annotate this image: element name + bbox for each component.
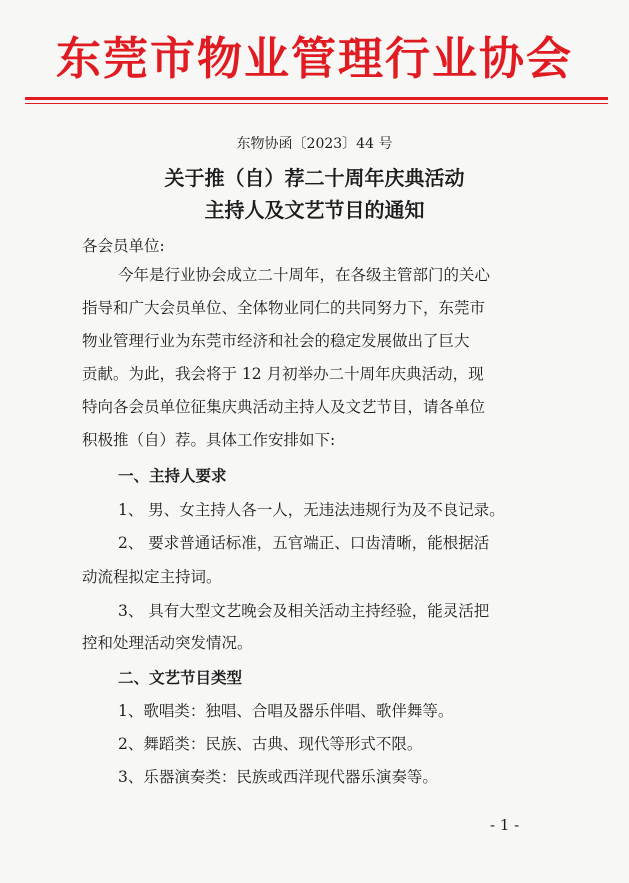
document-title-line-1: 关于推（自）荐二十周年庆典活动 (164, 166, 465, 190)
section-1-item-3-line-2: 控和处理活动突发情况。 (82, 634, 253, 652)
section-1-item-3-line-1: 3、 具有大型文艺晚会及相关活动主持经验，能灵活把 (118, 602, 490, 620)
letterhead-rule-thick (25, 97, 608, 100)
section-1-item-1: 1、 男、女主持人各一人，无违法违规行为及不良记录。 (118, 501, 505, 519)
page-number: - 1 - (490, 816, 520, 834)
salutation: 各会员单位: (82, 237, 165, 255)
section-2-item-3: 3、乐器演奏类：民族或西洋现代器乐演奏等。 (118, 768, 438, 786)
intro-line-4: 贡献。为此，我会将于 12 月初举办二十周年庆典活动，现 (82, 365, 484, 383)
intro-line-3: 物业管理行业为东莞市经济和社会的稳定发展做出了巨大 (82, 332, 470, 350)
intro-line-1: 今年是行业协会成立二十周年，在各级主管部门的关心 (118, 266, 491, 284)
section-1-item-2-line-2: 动流程拟定主持词。 (82, 568, 222, 586)
intro-line-5: 特向各会员单位征集庆典活动主持人及文艺节目，请各单位 (82, 398, 486, 416)
document-title-line-2: 主持人及文艺节目的通知 (204, 198, 425, 222)
letterhead-title: 东莞市物业管理行业协会 (55, 32, 573, 85)
document-number: 东物协函〔2023〕44 号 (236, 136, 393, 152)
section-2-item-2: 2、舞蹈类：民族、古典、现代等形式不限。 (118, 735, 423, 753)
section-2-item-1: 1、歌唱类：独唱、合唱及器乐伴唱、歌伴舞等。 (118, 702, 454, 720)
section-1-heading: 一、主持人要求 (118, 467, 227, 485)
section-1-item-2-line-1: 2、 要求普通话标准，五官端正、口齿清晰，能根据活 (118, 534, 490, 552)
intro-line-2: 指导和广大会员单位、全体物业同仁的共同努力下，东莞市 (82, 299, 486, 317)
section-2-heading: 二、文艺节目类型 (118, 669, 243, 687)
intro-line-6: 积极推（自）荐。具体工作安排如下: (82, 431, 336, 449)
letterhead-rule-thin (25, 103, 608, 104)
